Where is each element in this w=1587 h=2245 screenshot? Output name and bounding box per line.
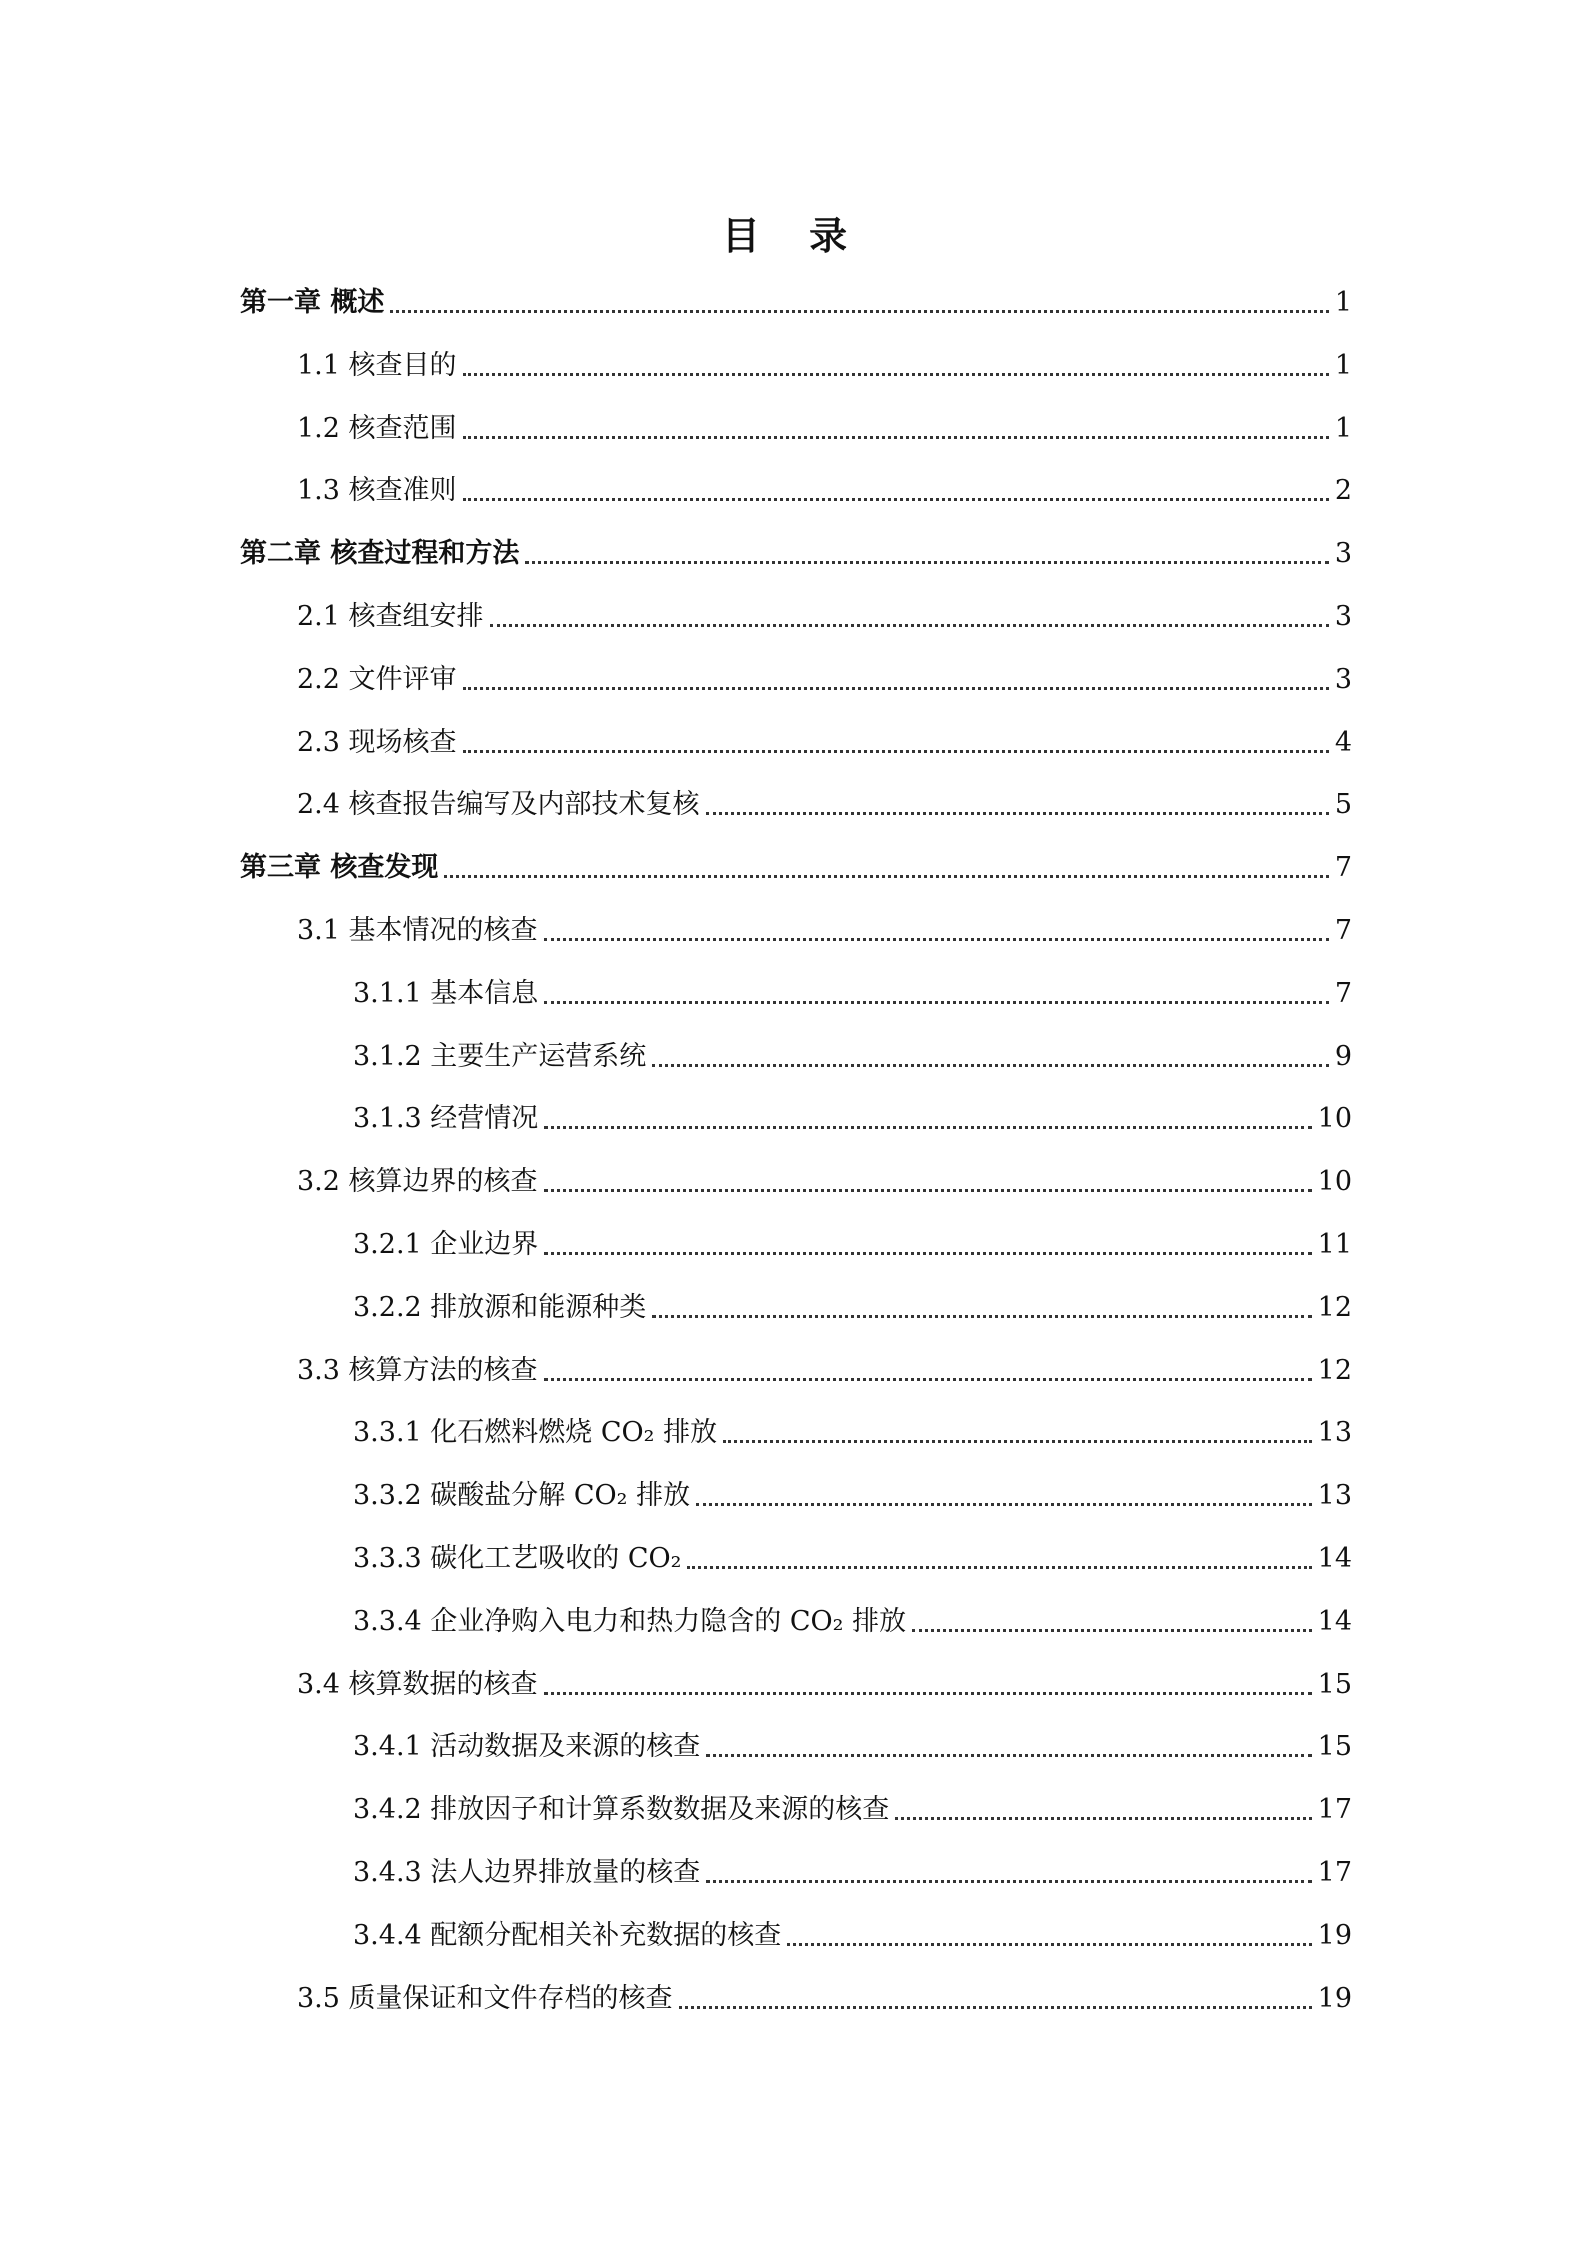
toc-entry[interactable] <box>0 1662 1587 1702</box>
dot-leader <box>544 1378 1312 1381</box>
toc-entry[interactable] <box>0 782 1587 822</box>
toc-entry-label: 3.3.2 碳酸盐分解 CO₂ 排放 <box>353 1480 691 1512</box>
toc-entry-label: 3.3.4 企业净购入电力和热力隐含的 CO₂ 排放 <box>353 1605 907 1637</box>
dot-leader <box>544 1692 1312 1695</box>
toc-entry[interactable] <box>0 1536 1587 1576</box>
toc-entry[interactable] <box>0 1599 1587 1639</box>
toc-entry-page-number: 4 <box>1334 726 1352 758</box>
dot-leader <box>544 1189 1312 1192</box>
toc-entry[interactable] <box>0 1034 1587 1074</box>
toc-entry-page-number: 19 <box>1317 1982 1352 2014</box>
toc-entry-page-number: 12 <box>1317 1354 1352 1386</box>
toc-entry-label: 3.4.1 活动数据及来源的核查 <box>353 1731 701 1763</box>
dot-leader <box>679 2006 1312 2009</box>
toc-entry[interactable] <box>0 720 1587 760</box>
toc-entry-page-number: 7 <box>1334 977 1352 1009</box>
dot-leader <box>444 875 1328 878</box>
toc-entry[interactable] <box>0 1976 1587 2016</box>
dot-leader <box>463 373 1329 376</box>
toc-entry-page-number: 12 <box>1317 1291 1352 1323</box>
toc-entry-label: 1.3 核查准则 <box>297 475 457 507</box>
toc-entry-page-number: 3 <box>1334 663 1352 695</box>
dot-leader <box>696 1503 1312 1506</box>
toc-entry[interactable] <box>0 1850 1587 1890</box>
toc-entry[interactable] <box>0 1410 1587 1450</box>
toc-entry-label: 3.3.3 碳化工艺吸收的 CO₂ <box>353 1543 682 1574</box>
dot-leader <box>544 1001 1329 1004</box>
toc-entry-label: 3.4 核算数据的核查 <box>297 1668 538 1700</box>
toc-entry[interactable] <box>0 531 1587 571</box>
toc-entry-label: 2.4 核查报告编写及内部技术复核 <box>297 789 700 821</box>
toc-entry-page-number: 10 <box>1317 1166 1352 1198</box>
toc-entry-label: 3.2.2 排放源和能源种类 <box>353 1291 647 1323</box>
toc-entry[interactable] <box>0 1787 1587 1827</box>
dot-leader <box>723 1440 1312 1443</box>
toc-entry-page-number: 17 <box>1317 1794 1352 1826</box>
dot-leader <box>463 687 1329 690</box>
toc-entry-page-number: 19 <box>1317 1919 1352 1951</box>
dot-leader <box>463 436 1329 439</box>
toc-entry[interactable] <box>0 468 1587 508</box>
toc-entry-label: 3.2 核算边界的核查 <box>297 1166 538 1198</box>
toc-entry-page-number: 10 <box>1317 1103 1352 1135</box>
dot-leader <box>687 1566 1311 1569</box>
toc-entry[interactable] <box>0 1096 1587 1136</box>
toc-entry[interactable] <box>0 343 1587 383</box>
toc-entry-label: 3.2.1 企业边界 <box>353 1229 539 1260</box>
toc-entry[interactable] <box>0 1348 1587 1388</box>
toc-entry-page-number: 9 <box>1334 1040 1352 1072</box>
toc-entry[interactable] <box>0 845 1587 885</box>
dot-leader <box>390 310 1328 313</box>
dot-leader <box>490 624 1329 627</box>
toc-entry-label: 3.4.2 排放因子和计算系数数据及来源的核查 <box>353 1794 890 1826</box>
toc-entry[interactable] <box>0 1159 1587 1199</box>
toc-entry-label: 3.3 核算方法的核查 <box>297 1354 538 1386</box>
toc-entry-label: 3.5 质量保证和文件存档的核查 <box>297 1982 673 2014</box>
toc-entry-page-number: 14 <box>1317 1605 1352 1637</box>
toc-entry-label: 3.1.3 经营情况 <box>353 1103 539 1135</box>
dot-leader <box>544 1252 1311 1255</box>
page-title: 目 录 <box>721 214 866 258</box>
dot-leader <box>706 812 1329 815</box>
toc-entry-label: 3.1 基本情况的核查 <box>297 915 538 946</box>
toc-entry[interactable] <box>0 908 1587 948</box>
toc-entry-label: 1.1 核查目的 <box>297 349 457 381</box>
toc-entry-label: 2.2 文件评审 <box>297 663 457 695</box>
toc-entry-label: 3.4.3 法人边界排放量的核查 <box>353 1857 701 1888</box>
toc-entry[interactable] <box>0 1473 1587 1513</box>
toc-entry-page-number: 5 <box>1334 789 1352 821</box>
toc-entry-label: 3.4.4 配额分配相关补充数据的核查 <box>353 1919 782 1951</box>
toc-entry[interactable] <box>0 1913 1587 1953</box>
toc-entry-page-number: 1 <box>1334 287 1352 318</box>
toc-entry-label: 2.3 现场核查 <box>297 726 457 758</box>
dot-leader <box>706 1880 1311 1883</box>
toc-entry-label: 3.1.2 主要生产运营系统 <box>353 1040 647 1072</box>
toc-entry-label: 3.1.1 基本信息 <box>353 977 539 1009</box>
dot-leader <box>544 938 1329 941</box>
toc-entry-page-number: 3 <box>1334 601 1352 632</box>
toc-entry-page-number: 15 <box>1317 1731 1352 1763</box>
dot-leader <box>525 561 1328 564</box>
toc-entry[interactable] <box>0 1222 1587 1262</box>
toc-entry[interactable] <box>0 594 1587 634</box>
toc-entry-label: 第一章 概述 <box>240 287 385 318</box>
toc-entry-page-number: 13 <box>1317 1480 1352 1512</box>
dot-leader <box>895 1817 1311 1820</box>
dot-leader <box>787 1943 1311 1946</box>
toc-entry[interactable] <box>0 406 1587 446</box>
toc-entry[interactable] <box>0 1724 1587 1764</box>
toc-entry-page-number: 1 <box>1334 412 1352 444</box>
dot-leader <box>652 1315 1311 1318</box>
toc-entry-page-number: 2 <box>1334 475 1352 507</box>
toc-entry-page-number: 11 <box>1317 1229 1352 1260</box>
toc-entry[interactable] <box>0 657 1587 697</box>
toc-entry-page-number: 13 <box>1317 1417 1352 1449</box>
toc-entry-page-number: 7 <box>1334 852 1352 884</box>
toc-entry-page-number: 1 <box>1334 349 1352 381</box>
dot-leader <box>652 1064 1329 1067</box>
toc-entry-label: 2.1 核查组安排 <box>297 601 484 632</box>
dot-leader <box>706 1754 1311 1757</box>
dot-leader <box>463 750 1329 753</box>
toc-entry-page-number: 14 <box>1317 1543 1352 1574</box>
toc-entry-page-number: 3 <box>1334 538 1352 570</box>
toc-entry-page-number: 17 <box>1317 1857 1352 1888</box>
toc-entry[interactable] <box>0 1285 1587 1325</box>
toc-entry-page-number: 15 <box>1317 1668 1352 1700</box>
toc-entry[interactable] <box>0 280 1587 320</box>
toc-entry-label: 3.3.1 化石燃料燃烧 CO₂ 排放 <box>353 1417 718 1449</box>
dot-leader <box>912 1629 1312 1632</box>
toc-entry-label: 1.2 核查范围 <box>297 412 457 444</box>
toc-entry-label: 第二章 核查过程和方法 <box>240 538 520 570</box>
toc-entry-label: 第三章 核查发现 <box>240 852 439 884</box>
dot-leader <box>544 1126 1311 1129</box>
toc-entry-page-number: 7 <box>1334 915 1352 946</box>
toc-entry[interactable] <box>0 971 1587 1011</box>
dot-leader <box>463 498 1329 501</box>
